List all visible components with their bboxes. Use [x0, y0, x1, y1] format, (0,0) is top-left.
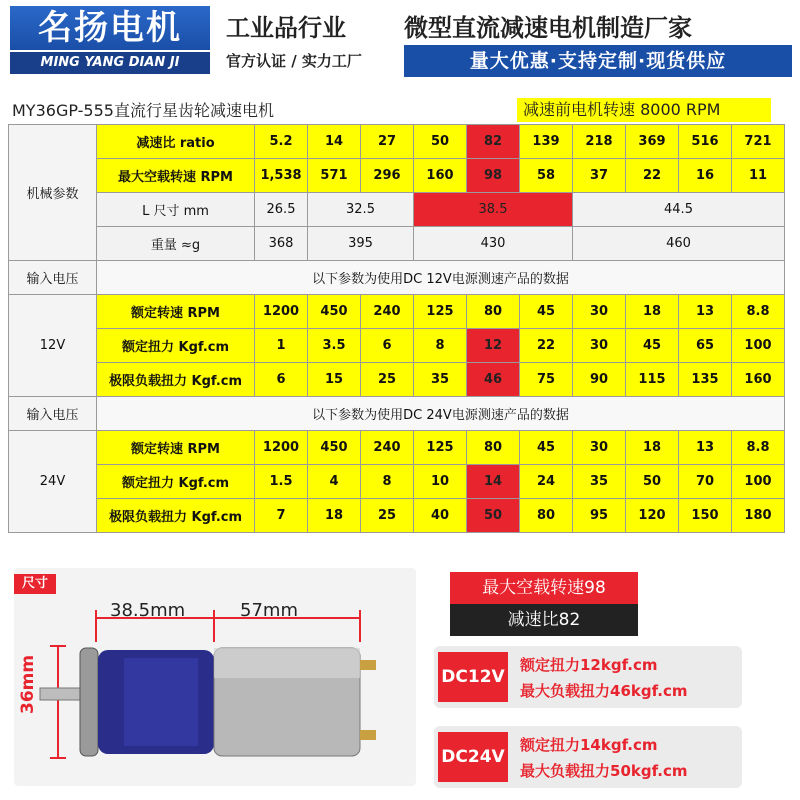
dc12-max-torque: 最大负载扭力46kgf.cm — [520, 682, 688, 700]
row-note-12v — [9, 261, 785, 295]
table-cell-highlight: 12 — [467, 329, 520, 363]
table-cell: 18 — [626, 431, 679, 465]
table-cell: 516 — [679, 125, 732, 159]
logo-en: MING YANG DIAN JI — [10, 52, 210, 74]
promo-banner: 量大优惠·支持定制·现货供应 — [404, 45, 792, 77]
table-cell: 6 — [361, 329, 414, 363]
table-cell-highlight: 46 — [467, 363, 520, 397]
table-cell: 15 — [308, 363, 361, 397]
table-cell-highlight: 98 — [467, 159, 520, 193]
rated-speed-label: 额定转速 RPM — [97, 431, 255, 465]
row-24v-rated-speed — [9, 431, 785, 465]
model-title: MY36GP-555直流行星齿轮减速电机 — [12, 101, 274, 120]
table-cell: 18 — [626, 295, 679, 329]
noload-speed-badge: 最大空载转速98 — [450, 572, 638, 604]
brand-logo — [10, 6, 210, 74]
dimension-tag: 尺寸 — [14, 574, 56, 594]
table-cell: 30 — [573, 431, 626, 465]
rated-speed-label: 额定转速 RPM — [97, 295, 255, 329]
table-cell: 90 — [573, 363, 626, 397]
noload-label: 最大空载转速 RPM — [97, 159, 255, 193]
table-cell: 7 — [255, 499, 308, 533]
table-cell-highlight: 82 — [467, 125, 520, 159]
table-cell: 58 — [520, 159, 573, 193]
table-cell: 296 — [361, 159, 414, 193]
table-cell: 45 — [626, 329, 679, 363]
table-cell: 160 — [732, 363, 785, 397]
table-cell: 395 — [308, 227, 414, 261]
dc24-tag: DC24V — [438, 732, 508, 782]
table-cell: 571 — [308, 159, 361, 193]
table-cell: 14 — [308, 125, 361, 159]
ratio-badge: 减速比82 — [450, 604, 638, 636]
table-cell: 80 — [520, 499, 573, 533]
table-cell: 430 — [414, 227, 573, 261]
table-cell: 450 — [308, 431, 361, 465]
motor-illustration — [14, 568, 416, 786]
row-noload — [9, 159, 785, 193]
note-24v: 以下参数为使用DC 24V电源测速产品的数据 — [97, 397, 785, 431]
table-cell: 45 — [520, 295, 573, 329]
weight-label: 重量 ≈g — [97, 227, 255, 261]
table-cell: 240 — [361, 295, 414, 329]
table-cell: 150 — [679, 499, 732, 533]
v24-label: 24V — [9, 431, 97, 533]
table-cell: 1 — [255, 329, 308, 363]
note-12v: 以下参数为使用DC 12V电源测速产品的数据 — [97, 261, 785, 295]
row-12v-rated-speed — [9, 295, 785, 329]
table-cell: 11 — [732, 159, 785, 193]
table-cell: 70 — [679, 465, 732, 499]
cert-text: 官方认证 / 实力工厂 — [226, 52, 362, 70]
table-cell: 5.2 — [255, 125, 308, 159]
dc12-tag: DC12V — [438, 652, 508, 702]
table-cell: 125 — [414, 295, 467, 329]
table-cell: 115 — [626, 363, 679, 397]
dc24-panel — [434, 726, 742, 788]
dc24-rated-torque: 额定扭力14kgf.cm — [520, 736, 658, 754]
table-cell: 13 — [679, 431, 732, 465]
maker-title: 微型直流减速电机制造厂家 — [404, 14, 692, 42]
table-cell: 16 — [679, 159, 732, 193]
volt-label: 输入电压 — [9, 397, 97, 431]
header — [0, 0, 800, 84]
table-cell-highlight: 38.5 — [414, 193, 573, 227]
dim-diameter: 36mm — [18, 654, 38, 714]
dc12-rated-torque: 额定扭力12kgf.cm — [520, 656, 658, 674]
table-cell: 30 — [573, 295, 626, 329]
table-cell: 460 — [573, 227, 785, 261]
table-cell: 1.5 — [255, 465, 308, 499]
table-cell: 4 — [308, 465, 361, 499]
table-cell: 75 — [520, 363, 573, 397]
table-cell: 100 — [732, 465, 785, 499]
table-cell: 1200 — [255, 431, 308, 465]
table-cell: 8.8 — [732, 431, 785, 465]
table-cell: 8 — [361, 465, 414, 499]
table-cell: 26.5 — [255, 193, 308, 227]
table-cell: 95 — [573, 499, 626, 533]
table-cell: 8.8 — [732, 295, 785, 329]
row-note-24v — [9, 397, 785, 431]
table-cell: 25 — [361, 499, 414, 533]
row-24v-rated-torque — [9, 465, 785, 499]
max-torque-label: 极限负载扭力 Kgf.cm — [97, 499, 255, 533]
table-cell: 22 — [626, 159, 679, 193]
table-cell: 35 — [573, 465, 626, 499]
table-cell: 27 — [361, 125, 414, 159]
row-24v-max-torque — [9, 499, 785, 533]
v12-label: 12V — [9, 295, 97, 397]
table-cell: 450 — [308, 295, 361, 329]
table-cell: 37 — [573, 159, 626, 193]
table-cell: 6 — [255, 363, 308, 397]
row-length — [9, 193, 785, 227]
dc24-max-torque: 最大负载扭力50kgf.cm — [520, 762, 688, 780]
table-cell: 100 — [732, 329, 785, 363]
table-cell: 35 — [414, 363, 467, 397]
row-ratio — [9, 125, 785, 159]
table-cell: 3.5 — [308, 329, 361, 363]
row-12v-rated-torque — [9, 329, 785, 363]
table-cell: 25 — [361, 363, 414, 397]
table-cell: 8 — [414, 329, 467, 363]
rated-torque-label: 额定扭力 Kgf.cm — [97, 465, 255, 499]
table-cell: 369 — [626, 125, 679, 159]
table-cell: 32.5 — [308, 193, 414, 227]
table-cell: 13 — [679, 295, 732, 329]
table-cell: 10 — [414, 465, 467, 499]
table-cell: 45 — [520, 431, 573, 465]
dim-gearbox-length: 38.5mm — [110, 600, 186, 621]
table-cell: 65 — [679, 329, 732, 363]
table-cell-highlight: 50 — [467, 499, 520, 533]
row-12v-max-torque — [9, 363, 785, 397]
table-cell: 18 — [308, 499, 361, 533]
table-cell: 120 — [626, 499, 679, 533]
table-cell: 50 — [626, 465, 679, 499]
table-cell: 22 — [520, 329, 573, 363]
ratio-label: 减速比 ratio — [97, 125, 255, 159]
table-cell: 218 — [573, 125, 626, 159]
table-cell: 1,538 — [255, 159, 308, 193]
spec-table — [8, 124, 785, 533]
dc12-panel — [434, 646, 742, 708]
table-cell: 240 — [361, 431, 414, 465]
row-weight — [9, 227, 785, 261]
motor-photo-panel — [14, 568, 416, 786]
max-torque-label: 极限负载扭力 Kgf.cm — [97, 363, 255, 397]
pre-speed-badge: 减速前电机转速 8000 RPM — [517, 98, 771, 122]
table-cell: 80 — [467, 295, 520, 329]
table-cell: 1200 — [255, 295, 308, 329]
table-cell: 50 — [414, 125, 467, 159]
table-cell: 24 — [520, 465, 573, 499]
len-label: L 尺寸 mm — [97, 193, 255, 227]
rated-torque-label: 额定扭力 Kgf.cm — [97, 329, 255, 363]
table-cell: 80 — [467, 431, 520, 465]
table-cell: 135 — [679, 363, 732, 397]
dim-motor-length: 57mm — [240, 600, 298, 621]
table-cell: 139 — [520, 125, 573, 159]
table-cell: 180 — [732, 499, 785, 533]
logo-cn: 名扬电机 — [10, 6, 210, 50]
table-cell: 160 — [414, 159, 467, 193]
table-cell-highlight: 14 — [467, 465, 520, 499]
table-cell: 40 — [414, 499, 467, 533]
table-cell: 721 — [732, 125, 785, 159]
mech-label: 机械参数 — [9, 125, 97, 261]
volt-label: 输入电压 — [9, 261, 97, 295]
table-cell: 125 — [414, 431, 467, 465]
industry-title: 工业品行业 — [226, 14, 346, 42]
table-cell: 44.5 — [573, 193, 785, 227]
table-cell: 368 — [255, 227, 308, 261]
table-cell: 30 — [573, 329, 626, 363]
